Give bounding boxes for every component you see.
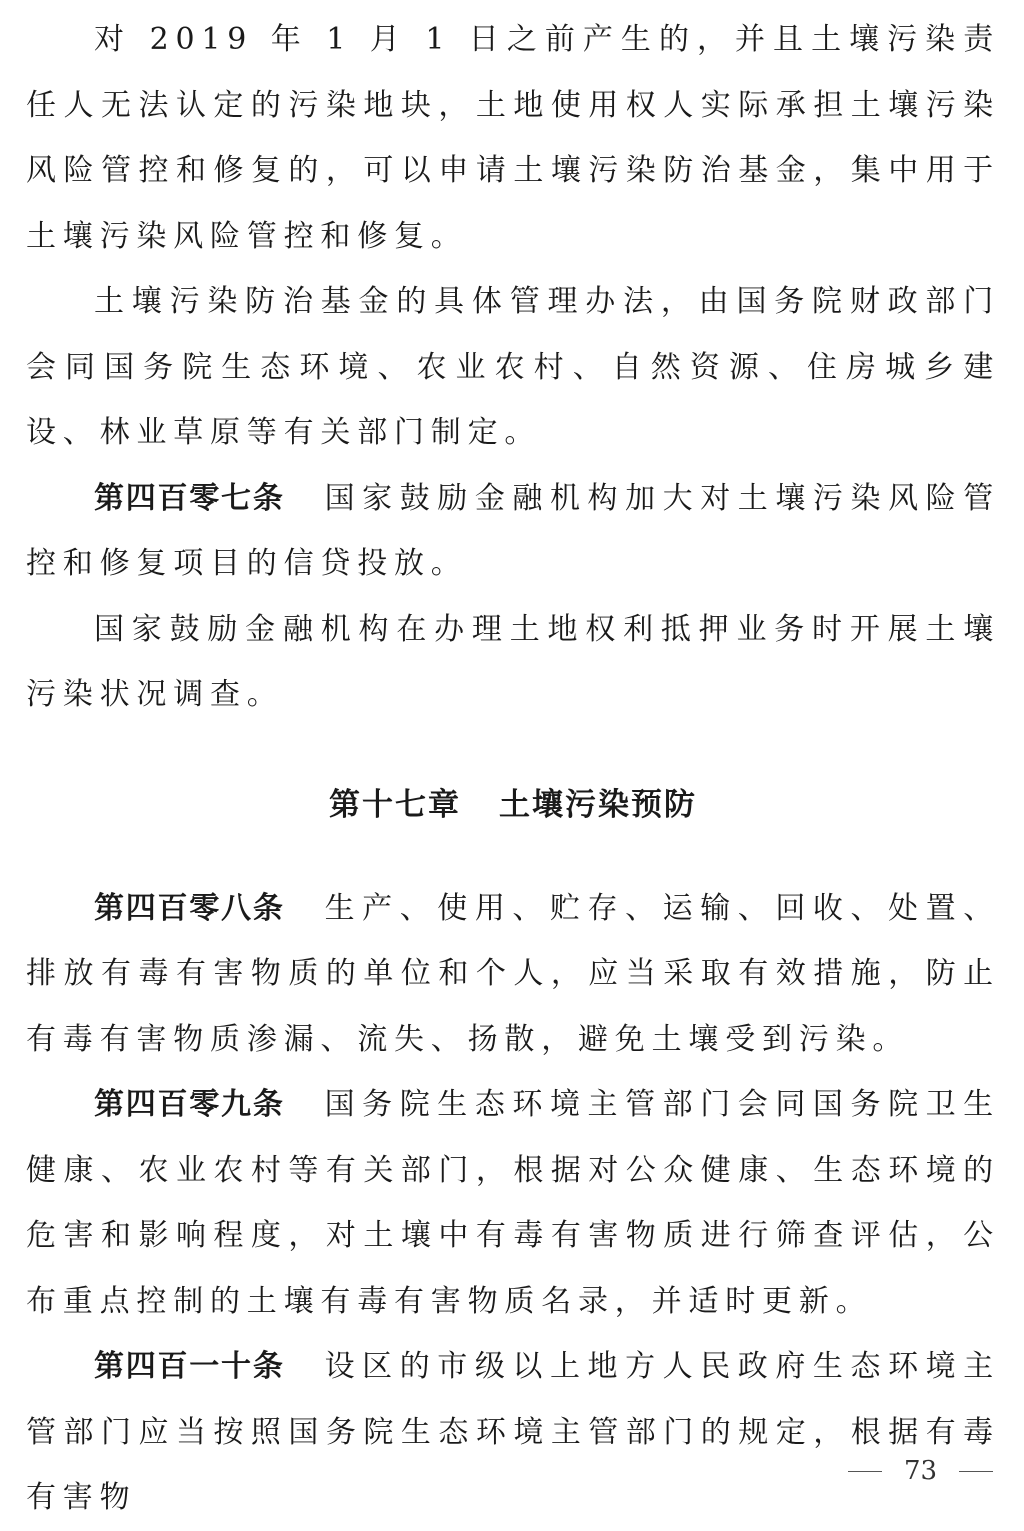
page-number: 73 bbox=[904, 1456, 938, 1486]
document-page bbox=[26, 0, 1000, 1531]
article-number: 第四百零八条 bbox=[94, 890, 285, 926]
article-408 bbox=[26, 876, 1000, 1073]
article-number: 第四百零九条 bbox=[94, 1087, 285, 1122]
footer-dash-left bbox=[848, 1471, 882, 1472]
article-text: 国务院生态环境主管部门会同国务院卫生健康、农业农村等有关部门，根据对公众健康、生态环境的危害和影响程度，对土壤中有毒有害物质进行筛查评估，公布重点控制的土壤有毒有害物质名录，并适时更新。 bbox=[26, 1087, 1000, 1319]
article-text: 国家鼓励金融机构加大对土壤污染风险管控和修复项目的信贷投放。 bbox=[26, 480, 1000, 581]
article-text: 生产、使用、贮存、运输、回收、处置、排放有毒有害物质的单位和个人，应当采取有效措施，防止有毒有害物质渗漏、流失、扬散，避免土壤受到污染。 bbox=[26, 890, 1000, 1057]
paragraph-text: 国家鼓励金融机构在办理土地权利抵押业务时开展土壤污染状况调查。 bbox=[26, 611, 1000, 712]
article-number: 第四百零七条 bbox=[94, 480, 285, 516]
paragraph-fund-management bbox=[26, 269, 1000, 466]
chapter-title: 土壤污染预防 bbox=[499, 786, 697, 823]
paragraph-text: 土壤污染防治基金的具体管理办法，由国务院财政部门会同国务院生态环境、农业农村、自然资源、住房城乡建设、林业草原等有关部门制定。 bbox=[26, 284, 1000, 450]
article-number: 第四百一十条 bbox=[94, 1349, 285, 1384]
article-410 bbox=[26, 1334, 1000, 1531]
chapter-heading bbox=[26, 784, 1000, 826]
paragraph-text: 对 2019 年 1 月 1 日之前产生的，并且土壤污染责任人无法认定的污染地块，土地使用权人实际承担土壤污染风险管控和修复的，可以申请土壤污染防治基金，集中用于土壤污染风险管控和修复。 bbox=[26, 22, 1000, 254]
footer-dash-right bbox=[959, 1471, 993, 1472]
chapter-number: 第十七章 bbox=[329, 786, 461, 823]
article-text: 设区的市级以上地方人民政府生态环境主管部门应当按照国务院生态环境主管部门的规定，根据有毒有害物 bbox=[26, 1349, 1000, 1515]
page-footer bbox=[848, 1456, 993, 1486]
article-409 bbox=[26, 1072, 1000, 1334]
article-407 bbox=[26, 466, 1000, 597]
paragraph-continuation bbox=[26, 7, 1000, 269]
paragraph-mortgage-survey bbox=[26, 597, 1000, 728]
